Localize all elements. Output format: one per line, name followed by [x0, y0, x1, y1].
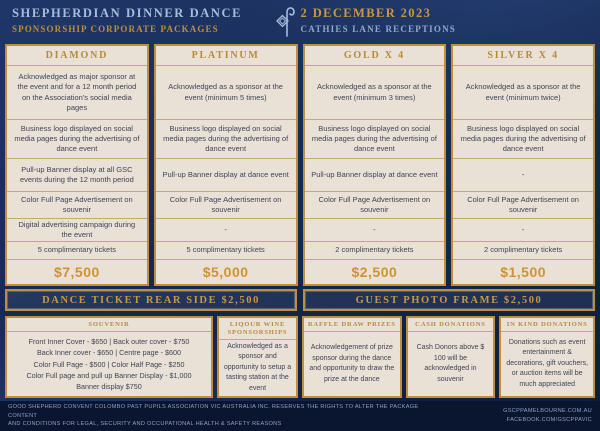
package-name: SILVER X 4 [453, 46, 593, 66]
package-benefit: Color Full Page Advertisement on souvenir [156, 192, 296, 219]
guest-photo-banner: GUEST PHOTO FRAME $2,500 [303, 289, 595, 311]
raffle-box [302, 316, 402, 398]
package-silver [451, 44, 595, 286]
footer-disclaimer-line2: AND CONDITIONS FOR LEGAL, SECURITY AND OCCUPATIONAL HEALTH & SAFETY REASONS [8, 421, 282, 428]
footer-website: GSCPPAMELBOURNE.COM.AU [503, 408, 592, 415]
package-benefit: Color Full Page Advertisement on souvenir [7, 192, 147, 219]
footer-links [503, 407, 592, 424]
souvenir-line: Front Inner Cover - $650 | Back outer cover - $750 [28, 337, 190, 347]
page-subtitle: SPONSORSHIP CORPORATE PACKAGES [12, 24, 219, 34]
bottom-boxes [0, 314, 600, 401]
package-price: $2,500 [351, 263, 398, 280]
mid-banners [0, 286, 600, 314]
event-venue: CATHIES LANE RECEPTIONS [300, 24, 456, 34]
package-benefit: 5 complimentary tickets [156, 242, 296, 260]
souvenir-pricing [7, 332, 211, 396]
header-right [301, 6, 586, 44]
package-benefit: Digital advertising campaign during the event [7, 219, 147, 242]
footer-disclaimer [8, 403, 448, 429]
package-benefit: Color Full Page Advertisement on souvenir [305, 192, 445, 219]
footer-facebook: FACEBOOK.COM/GSCPPAVIC [506, 416, 592, 423]
souvenir-line: Color Full Page - $500 | Color Half Page - $250 [33, 359, 185, 369]
header-left [12, 6, 242, 44]
package-benefit: 2 complimentary tickets [453, 242, 593, 260]
cash-donations-box [406, 316, 496, 398]
liquor-wine-box [217, 316, 298, 398]
package-benefit: Pull-up Banner display at all GSC events during the 12 month period [7, 159, 147, 192]
liquor-wine-body: Acknowledged as a sponsor and opportunity to setup a tasting station at the event [223, 342, 292, 392]
raffle-title: RAFFLE DRAW PRIZES [304, 318, 400, 332]
package-benefit: Business logo displayed on social media pages during the advertising of dance event [305, 120, 445, 159]
shepherd-crook-diamond-icon [266, 2, 302, 40]
souvenir-line: Color Full page and pull up Banner Display - $1,000 [26, 370, 192, 380]
package-benefit: Pull-up Banner display at dance event [305, 159, 445, 192]
package-benefit: Acknowledged as major sponsor at the event and for a 12 month period on the Association's social media pages [7, 66, 147, 120]
package-diamond [5, 44, 149, 286]
package-benefit: Business logo displayed on social media pages during the advertising of dance event [453, 120, 593, 159]
package-name: DIAMOND [7, 46, 147, 66]
package-price: $1,500 [500, 263, 547, 280]
package-benefit: Acknowledged as a sponsor at the event (minimum 3 times) [305, 66, 445, 120]
package-name: GOLD X 4 [305, 46, 445, 66]
package-benefit: - [453, 219, 593, 242]
souvenir-title: SOUVENIR [7, 318, 211, 332]
package-benefit: - [453, 159, 593, 192]
dance-ticket-banner: DANCE TICKET REAR SIDE $2,500 [5, 289, 297, 311]
souvenir-line: Banner display $750 [76, 381, 142, 391]
cash-donations-title: CASH DONATIONS [408, 318, 494, 332]
package-benefit: 2 complimentary tickets [305, 242, 445, 260]
package-benefit: Acknowledged as a sponsor at the event (minimum twice) [453, 66, 593, 120]
package-benefit: - [305, 219, 445, 242]
page-title: SHEPHERDIAN DINNER DANCE [12, 6, 243, 20]
header [0, 0, 600, 44]
package-platinum [154, 44, 298, 286]
package-columns [0, 44, 600, 286]
inkind-donations-title: IN KIND DONATIONS [501, 318, 593, 332]
inkind-donations-body: Donations such as event entertainment & decorations, gift vouchers, or auction items will be much appreciated [506, 338, 589, 388]
inkind-donations-box [499, 316, 595, 398]
footer [0, 401, 600, 431]
liquor-wine-title: LIQOUR WINE SPONSORSHIPS [219, 318, 296, 340]
package-benefit: - [156, 219, 296, 242]
souvenir-line: Back Inner cover - $650 | Centre page - $600 [36, 348, 182, 358]
package-gold [303, 44, 447, 286]
package-benefit: Business logo displayed on social media pages during the advertising of dance event [156, 120, 296, 159]
package-benefit: Color Full Page Advertisement on souvenir [453, 192, 593, 219]
raffle-body: Acknowledgement of prize sponsor during the dance and opportunity to draw the prize at the dance [309, 344, 395, 383]
package-price: $5,000 [202, 263, 249, 280]
package-price: $7,500 [53, 263, 100, 280]
cash-donations-body: Cash Donors above $ 100 will be acknowledged in souvenir [416, 344, 485, 383]
package-benefit: Pull-up Banner display at dance event [156, 159, 296, 192]
package-benefit: Business logo displayed on social media pages during the advertising of dance event [7, 120, 147, 159]
package-name: PLATINUM [156, 46, 296, 66]
package-benefit: 5 complimentary tickets [7, 242, 147, 260]
footer-disclaimer-line1: GOOD SHEPHERD CONVENT COLOMBO PAST PUPILS ASSOCIATION VIC AUSTRALIA INC. RESERVES THE RIGHTS TO ALTER THE PACKAGE CONTENT [8, 404, 419, 419]
event-date: 2 DECEMBER 2023 [300, 6, 432, 20]
souvenir-box [5, 316, 213, 398]
package-benefit: Acknowledged as a sponsor at the event (minimum 5 times) [156, 66, 296, 120]
